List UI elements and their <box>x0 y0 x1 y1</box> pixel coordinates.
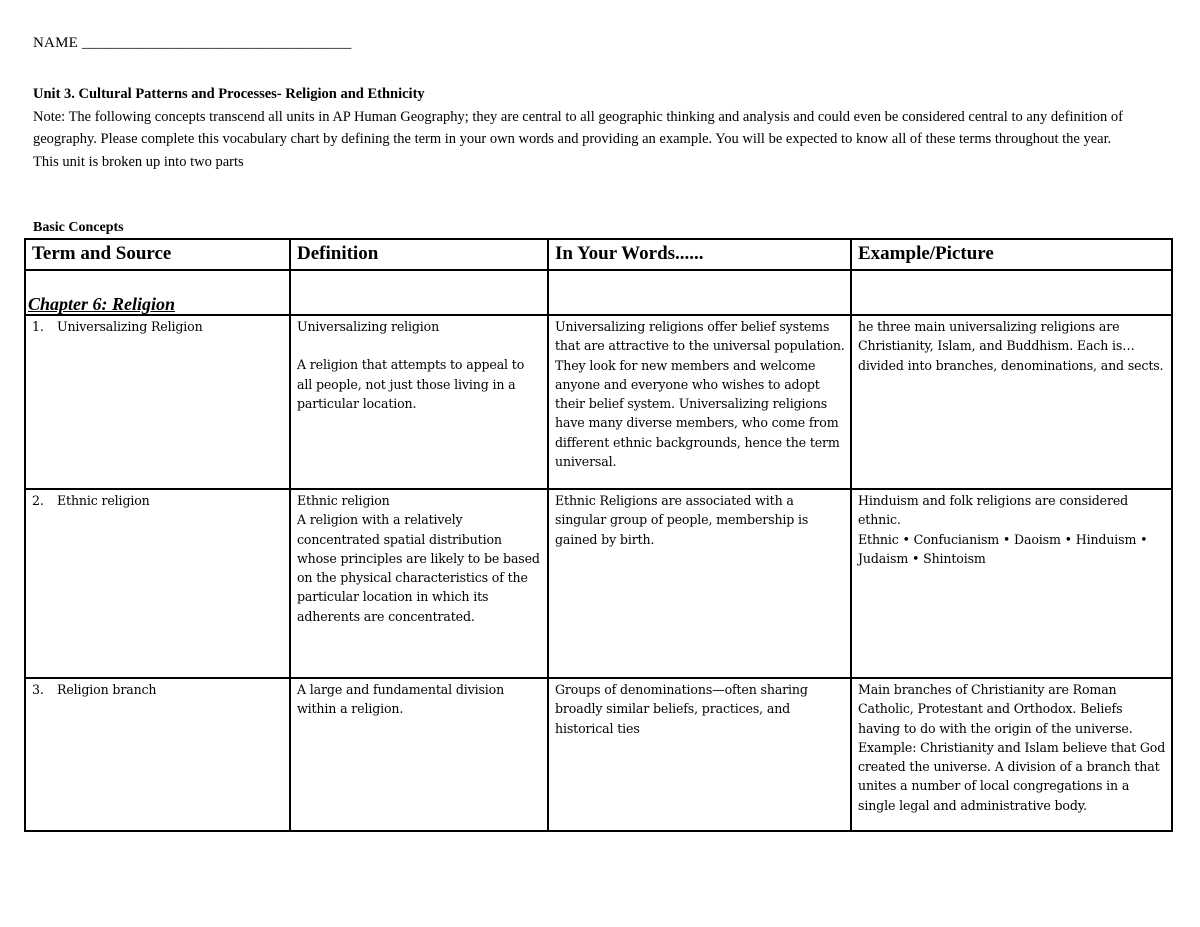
example-cell[interactable]: Main branches of Christianity are Roman Catholic, Protestant and Orthodox. Beliefs having to do with the origin of the universe. Example: Christianity and Islam believe that God created the universe. A division of a branch that unites a number of local congregations in a single legal and administrative body. <box>851 678 1172 831</box>
in-your-words-cell[interactable]: Groups of denominations—often sharing broadly similar beliefs, practices, and historical ties <box>548 678 851 831</box>
unit-title: Unit 3. Cultural Patterns and Processes- Religion and Ethnicity <box>33 86 425 102</box>
chapter-title: Chapter 6: Religion <box>28 294 176 314</box>
unit-parts-text: This unit is broken up into two parts <box>33 153 244 170</box>
table-row <box>25 315 1172 489</box>
term-label: Universalizing Religion <box>57 319 203 334</box>
term-number: 1. <box>32 319 44 334</box>
example-cell[interactable]: he three main universalizing religions are Christianity, Islam, and Buddhism. Each is… divided into branches, denominations, and sects. <box>851 315 1172 489</box>
term-cell <box>25 678 290 831</box>
definition-text: A religion with a relatively concentrated spatial distribution whose principles are likely to be based on the physical characteristics of the particular location in which its adherents are concentrated. <box>297 512 540 624</box>
example-intro: Hinduism and folk religions are considered ethnic. <box>858 493 1129 528</box>
empty-cell[interactable] <box>851 270 1172 315</box>
header-definition: Definition <box>290 239 548 270</box>
chapter-row <box>25 270 1172 315</box>
term-cell <box>25 315 290 489</box>
definition-text: A religion that attempts to appeal to all people, not just those living in a particular location. <box>297 357 525 411</box>
term-label: Religion branch <box>57 682 157 697</box>
definition-heading: Universalizing religion <box>297 319 440 334</box>
name-line: NAME ___________________________________ <box>33 35 352 51</box>
table-header-row <box>25 239 1172 270</box>
note-paragraph: Note: The following concepts transcend all units in AP Human Geography; they are central to all geographic thinking and analysis and could even be considered central to any definition of geography. Please complete this vocabulary chart by defining the term in your own words and providing an example. You will be expected to know all of these terms throughout the year. <box>33 108 1124 147</box>
in-your-words-cell[interactable]: Ethnic Religions are associated with a singular group of people, membership is gained by birth. <box>548 489 851 678</box>
example-list: Ethnic • Confucianism • Daoism • Hinduism • Judaism • Shintoism <box>858 531 1148 566</box>
definition-heading: Ethnic religion <box>297 493 390 508</box>
header-example-picture: Example/Picture <box>851 239 1172 270</box>
header-in-your-words: In Your Words...... <box>548 239 851 270</box>
definition-cell[interactable] <box>290 489 548 678</box>
term-cell <box>25 489 290 678</box>
term-number: 2. <box>32 493 44 508</box>
example-cell[interactable] <box>851 489 1172 678</box>
term-number: 3. <box>32 682 44 697</box>
empty-cell[interactable] <box>290 270 548 315</box>
table-row <box>25 489 1172 678</box>
table-row <box>25 678 1172 831</box>
empty-cell[interactable] <box>548 270 851 315</box>
header-block <box>33 83 1163 173</box>
chapter-cell <box>25 270 290 315</box>
definition-cell[interactable]: A large and fundamental division within a religion. <box>290 678 548 831</box>
vocabulary-table <box>24 238 1173 832</box>
header-term-source: Term and Source <box>25 239 290 270</box>
in-your-words-cell[interactable]: Universalizing religions offer belief systems that are attractive to the universal population. They look for new members and welcome anyone and everyone who wishes to adopt their belief system. Universalizing religions have many diverse members, who come from different ethnic backgrounds, hence the term universal. <box>548 315 851 489</box>
definition-cell[interactable] <box>290 315 548 489</box>
term-label: Ethnic religion <box>57 493 150 508</box>
section-label: Basic Concepts <box>33 220 124 235</box>
